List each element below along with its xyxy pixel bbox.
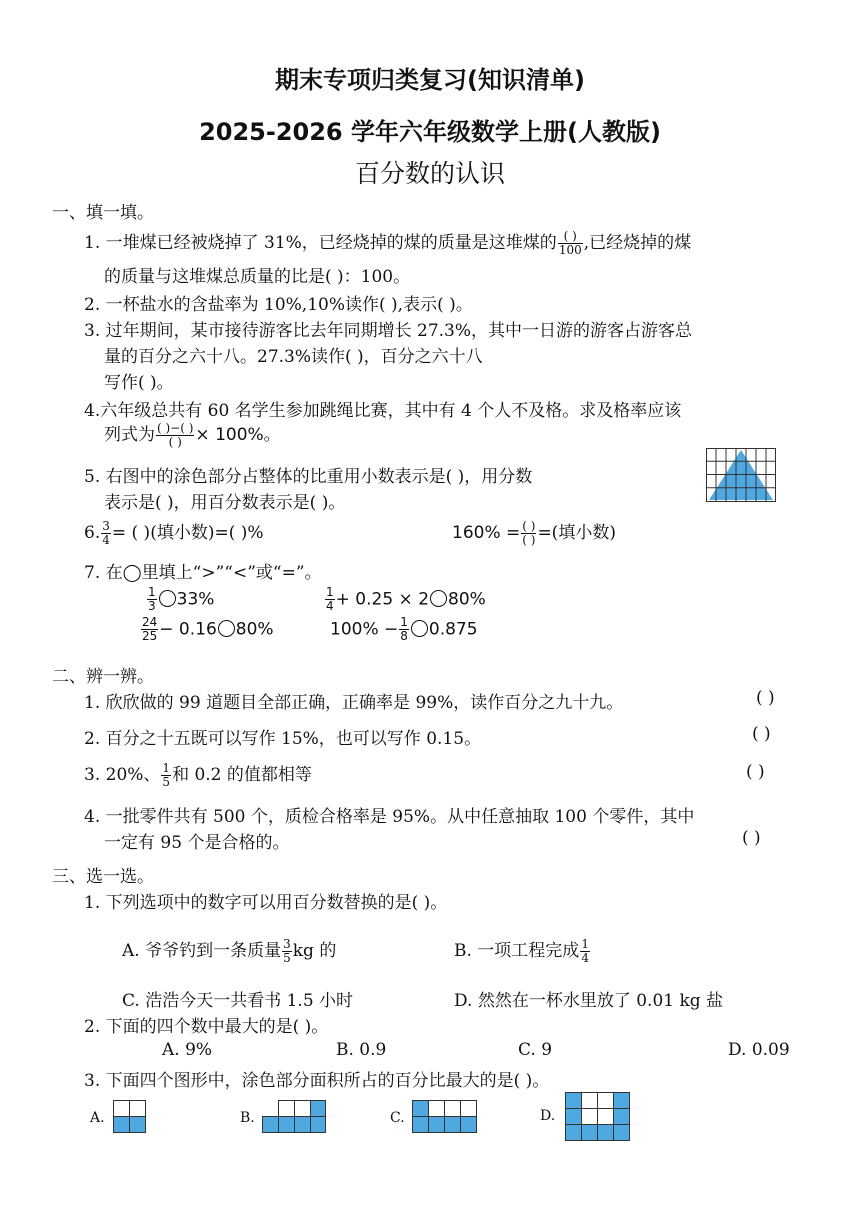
s1-q7: 7. 在◯里填上“>”“<”或“=”。 [84,563,322,583]
compare-item-2: $\frac{1}{4}$ + 0.25 × 2 80% [326,585,486,613]
compare-item-3: $\frac{24}{25}$ − 0.16 80% [142,615,274,643]
answer-circle[interactable] [411,620,428,637]
title-line-1: 期末专项归类复习(知识清单) [275,66,585,94]
s1-q5-line1: 5. 右图中的涂色部分占整体的比重用小数表示是( )，用分数 [84,467,533,487]
s2-q1: 1. 欣欣做的 99 道题目全部正确，正确率是 99%，读作百分之九十九。 [84,693,624,713]
s3-q1-option-c[interactable]: C. 浩浩今天一共看书 1.5 小时 [122,991,354,1011]
title-line-2: 2025-2026 学年六年级数学上册(人教版) [199,118,661,146]
fraction: $\frac{( )-( )}{( )}$ [157,421,194,449]
section-1-heading: 一、填一填。 [52,203,154,223]
section-3-heading: 三、选一选。 [52,867,154,887]
s3-q2-option-b[interactable]: B. 0.9 [336,1040,387,1060]
answer-circle[interactable] [430,590,447,607]
s1-q1-line1: 1. 一堆煤已经被烧掉了 31%，已经烧掉的煤的质量是这堆煤的 $\frac{( )}{100}$ ,已经烧掉的煤 [84,229,692,257]
s1-q4-line2: 列式为 $\frac{( )-( )}{( )}$ × 100%。 [104,421,281,449]
figure-d-grid[interactable] [565,1092,631,1142]
s1-q3-line2: 量的百分之六十八。27.3%读作( )，百分之六十八 [104,347,483,367]
triangle-grid-figure [706,448,776,502]
section-2-heading: 二、辨一辨。 [52,667,154,687]
figure-b-grid[interactable] [262,1100,326,1134]
figure-d-label: D. [540,1108,556,1124]
s2-q4-answer[interactable]: ( ) [742,828,761,848]
fraction: $\frac{1}{5}$ [162,761,171,789]
figure-c-label: C. [390,1110,405,1126]
s3-q3: 3. 下面四个图形中，涂色部分面积所占的百分比最大的是( )。 [84,1071,550,1091]
s3-q2: 2. 下面的四个数中最大的是( )。 [84,1017,329,1037]
s1-q6-part2: 160% = $\frac{( )}{( )}$ =(填小数) [452,519,616,547]
s3-q1: 1. 下列选项中的数字可以用百分数替换的是( )。 [84,893,448,913]
s2-q1-answer[interactable]: ( ) [756,688,775,708]
s2-q2-answer[interactable]: ( ) [752,724,771,744]
s3-q2-option-d[interactable]: D. 0.09 [728,1040,790,1060]
s3-q1-option-a[interactable]: A. 爷爷钓到一条质量 $\frac{3}{5}$ kg 的 [122,937,337,965]
s1-q5-line2: 表示是( )，用百分数表示是( )。 [104,493,346,513]
compare-item-4: 100% − $\frac{1}{8}$ 0.875 [330,615,478,643]
s2-q4-line1: 4. 一批零件共有 500 个，质检合格率是 95%。从中任意抽取 100 个零件，其中 [84,807,695,827]
s3-q2-option-a[interactable]: A. 9% [162,1040,213,1060]
s1-q6-part1: 6. $\frac{3}{4}$ = ( )(填小数)=( )% [84,519,264,547]
figure-a-grid[interactable] [113,1100,147,1134]
s2-q4-line2: 一定有 95 个是合格的。 [104,833,290,853]
s2-q3-answer[interactable]: ( ) [746,762,765,782]
subtitle: 百分数的认识 [354,159,505,188]
s2-q3: 3. 20%、 $\frac{1}{5}$ 和 0.2 的值都相等 [84,761,312,789]
s2-q2: 2. 百分之十五既可以写作 15%，也可以写作 0.15。 [84,729,482,749]
fraction: $\frac{( )}{100}$ [558,229,582,257]
s3-q2-option-c[interactable]: C. 9 [518,1040,553,1060]
fraction: $\frac{( )}{( )}$ [522,519,536,547]
figure-a-label: A. [90,1110,105,1126]
figure-b-label: B. [240,1110,255,1126]
s3-q1-option-d[interactable]: D. 然然在一杯水里放了 0.01 kg 盐 [454,991,724,1011]
s1-q3-line3: 写作( )。 [104,373,174,393]
s1-q1-line2: 的质量与这堆煤总质量的比是( )：100。 [104,267,411,287]
s1-q3-line1: 3. 过年期间，某市接待游客比去年同期增长 27.3%，其中一日游的游客占游客总 [84,321,693,341]
fraction: $\frac{3}{4}$ [102,519,110,547]
figure-c-grid[interactable] [412,1100,478,1134]
answer-circle[interactable] [218,620,235,637]
compare-item-1: $\frac{1}{3}$ 33% [148,585,215,613]
s1-q2: 2. 一杯盐水的含盐率为 10%,10%读作( ),表示( )。 [84,295,473,315]
s1-q4-line1: 4.六年级总共有 60 名学生参加跳绳比赛，其中有 4 个人不及格。求及格率应该 [84,401,682,421]
answer-circle[interactable] [159,590,176,607]
s3-q1-option-b[interactable]: B. 一项工程完成 $\frac{1}{4}$ [454,937,589,965]
